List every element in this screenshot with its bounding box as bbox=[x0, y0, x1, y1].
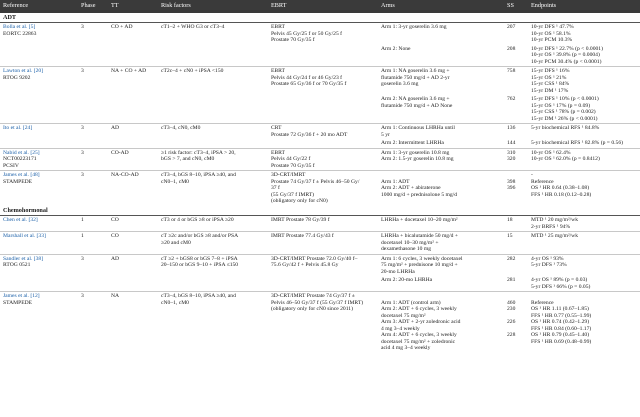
cell-reference bbox=[0, 292, 78, 353]
cell-line: Reference bbox=[531, 299, 554, 306]
cell-line: 207 bbox=[507, 24, 516, 30]
cell-ebrt bbox=[268, 124, 378, 140]
cell-line: cT ≥2 + bGS8 or bGS 7–8 + iPSA bbox=[161, 255, 238, 262]
cell-phase bbox=[78, 139, 108, 148]
cell-tt: CO-AD bbox=[108, 148, 158, 171]
cell-line: 396 bbox=[507, 185, 516, 191]
cell-reference bbox=[0, 67, 78, 96]
cell-line: flutamide 750 mg/d + AD 2-yr bbox=[381, 74, 450, 81]
reference-link[interactable]: Chen et al. [32] bbox=[3, 217, 38, 223]
cell-line: 10-yr DFS ¹ 47.7% bbox=[531, 24, 574, 30]
cell-ss bbox=[504, 23, 528, 45]
cell-line bbox=[507, 345, 525, 352]
cell-line: (obligatory only for cN0 since 2011) bbox=[271, 306, 353, 312]
cell-line: ≥20 and cM0 bbox=[161, 239, 191, 246]
cell-line: cN0–1, cM0 bbox=[161, 299, 189, 306]
cell-line: 10-yr PCM 30.4% (p < 0.0001) bbox=[531, 58, 602, 65]
cell-ss bbox=[504, 95, 528, 124]
cell-line: 5-yr DFS ¹ 66% (p = 0.05) bbox=[531, 283, 591, 290]
cell-line: 10-yr OS ¹ 39.8% (p = 0.0004) bbox=[531, 52, 600, 58]
cell-line: 20-mo LHRHa bbox=[381, 268, 415, 275]
cell-line: Arm 3: ADT + 2-yr zoledronic acid bbox=[381, 319, 461, 325]
cell-line: EBRT bbox=[271, 24, 285, 30]
cell-risk-factors bbox=[158, 148, 268, 171]
cell-line: Arm 2: 20-mo LHRHa bbox=[381, 277, 433, 283]
cell-line: MTD ¹ 20 mg/m²/wk bbox=[531, 217, 579, 223]
cell-risk-factors bbox=[158, 95, 268, 124]
cell-line: EBRT bbox=[271, 68, 285, 74]
cell-ebrt bbox=[268, 254, 378, 276]
cell-tt bbox=[108, 45, 158, 67]
cell-line: OS ¹ HR 0.64 (0.38–1.08) bbox=[531, 185, 590, 191]
reference-link[interactable]: Nabid et al. [25] bbox=[3, 149, 40, 156]
header-phase: Phase bbox=[78, 0, 108, 13]
cell-line: docetaxel 10–30 mg/m² + bbox=[381, 239, 439, 246]
cell-ss bbox=[504, 45, 528, 67]
cell-tt bbox=[108, 95, 158, 124]
table-row bbox=[0, 171, 640, 206]
cell-line: 75.6 Gy/42 f + Pelvis 45.8 Gy bbox=[271, 262, 339, 268]
cell-reference bbox=[0, 23, 78, 45]
cell-line: Reference bbox=[531, 178, 554, 185]
table-row bbox=[0, 67, 640, 96]
cell-ss bbox=[504, 216, 528, 232]
cell-tt: NA bbox=[108, 292, 158, 353]
cell-line: 228 bbox=[507, 332, 516, 338]
cell-line: 18 bbox=[507, 217, 513, 223]
reference-link[interactable]: Sandler et al. [38] bbox=[3, 255, 44, 262]
cell-ss bbox=[504, 292, 528, 353]
cell-risk-factors bbox=[158, 171, 268, 206]
cell-ss bbox=[504, 148, 528, 171]
cell-phase bbox=[78, 276, 108, 292]
cell-line: RTOG 0521 bbox=[3, 262, 31, 268]
cell-line: RTOG 9202 bbox=[3, 74, 31, 81]
cell-line: FFS ¹ HR 0.69 (0.48–0.99) bbox=[531, 338, 592, 345]
cell-line: Arm 1: Continuous LHRHa until bbox=[381, 125, 455, 131]
cell-ss bbox=[504, 171, 528, 206]
cell-ss bbox=[504, 276, 528, 292]
cell-line: 310 bbox=[507, 149, 516, 156]
cell-line: Arm 2: Intermittent LHRHa bbox=[381, 140, 444, 146]
cell-line: Arm 1: 3-yr goserelin 3.6 mg bbox=[381, 24, 447, 30]
cell-risk-factors bbox=[158, 139, 268, 148]
cell-tt bbox=[108, 276, 158, 292]
cell-reference bbox=[0, 232, 78, 255]
cell-line: cT2c–4 + cN0 + iPSA <150 bbox=[161, 68, 224, 74]
cell-tt: CO + AD bbox=[111, 24, 133, 30]
cell-endpoints bbox=[528, 148, 640, 171]
cell-phase: 1 bbox=[78, 232, 108, 255]
cell-line: Arm 2: 1.5-yr goserelin 10.8 mg bbox=[381, 156, 454, 162]
cell-ss bbox=[504, 139, 528, 148]
cell-line: PCSIV bbox=[3, 162, 19, 169]
cell-line: IMRT Prostate 77.4 Gy/43 f bbox=[271, 233, 334, 239]
header-arms: Arms bbox=[378, 0, 504, 13]
cell-reference bbox=[0, 45, 78, 67]
cell-line: 282 bbox=[507, 255, 516, 262]
cell-line: 136 bbox=[507, 125, 516, 131]
cell-ebrt bbox=[268, 95, 378, 124]
cell-arms bbox=[378, 139, 504, 148]
cell-line: 75 mg/m² + prednisone 10 mg/d + bbox=[381, 262, 458, 268]
cell-risk-factors bbox=[158, 292, 268, 353]
cell-line: 144 bbox=[507, 140, 516, 146]
cell-arms bbox=[378, 276, 504, 292]
cell-line: ≥1 risk factor: cT3–4, iPSA > 20, bbox=[161, 149, 236, 156]
cell-line: Prostate 72 Gy/36 f + 20 mo ADT bbox=[271, 131, 348, 138]
reference-link[interactable]: Bolla et al. [5] bbox=[3, 24, 36, 30]
cell-line: 37 f bbox=[271, 185, 280, 191]
cell-line: FFS ¹ HR 0.18 (0.12–0.28) bbox=[531, 191, 592, 198]
table-row bbox=[0, 23, 640, 45]
cell-ebrt bbox=[268, 171, 378, 206]
cell-line: Prostate 74 Gy/37 f ± Pelvis 46–50 Gy/ bbox=[271, 178, 360, 185]
cell-ebrt bbox=[268, 67, 378, 96]
cell-ebrt bbox=[268, 139, 378, 148]
cell-line: 281 bbox=[507, 277, 516, 283]
cell-reference bbox=[0, 276, 78, 292]
cell-risk-factors bbox=[158, 254, 268, 276]
cell-line: EBRT bbox=[271, 149, 285, 156]
cell-endpoints bbox=[528, 95, 640, 124]
cell-line: 1000 mg/d + prednisolone 5 mg/d bbox=[381, 191, 458, 198]
cell-line: 15-yr DM ¹ 26% (p < 0.0001) bbox=[531, 115, 598, 122]
cell-tt: AD bbox=[108, 254, 158, 276]
table-row bbox=[0, 148, 640, 171]
table-row bbox=[0, 95, 640, 124]
cell-tt: NA + CO + AD bbox=[108, 67, 158, 96]
cell-endpoints bbox=[528, 276, 640, 292]
cell-tt: AD bbox=[108, 124, 158, 140]
cell-arms bbox=[378, 171, 504, 206]
cell-line: 4 mg 3–4 weekly bbox=[381, 325, 420, 332]
cell-line: - bbox=[531, 172, 533, 178]
cell-line: STAMPEDE bbox=[3, 178, 33, 185]
cell-risk-factors bbox=[158, 23, 268, 45]
cell-tt: CO bbox=[111, 217, 119, 223]
cell-arms bbox=[378, 124, 504, 140]
cell-reference bbox=[0, 148, 78, 171]
header-row bbox=[0, 0, 640, 13]
cell-line: LHRHa + bicalutamide 50 mg/d + bbox=[381, 233, 458, 239]
table-row bbox=[0, 232, 640, 255]
cell-line: 3D-CRT/IMRT Prostate 74 Gy/37 f ± bbox=[271, 293, 355, 299]
cell-ebrt bbox=[268, 232, 378, 255]
cell-reference bbox=[0, 254, 78, 276]
cell-phase bbox=[78, 95, 108, 124]
cell-endpoints bbox=[528, 232, 640, 255]
cell-line: EORTC 22863 bbox=[3, 30, 37, 37]
reference-link[interactable]: James et al. [12] bbox=[3, 293, 40, 299]
cell-line: 10-yr OS ¹ 62.0% (p = 0.8412) bbox=[531, 156, 600, 162]
header-tt: TT bbox=[108, 0, 158, 13]
cell-line: OS ¹ HR 1.11 (0.67–1.85) bbox=[531, 306, 589, 312]
cell-line: 762 bbox=[507, 96, 516, 102]
cell-arms bbox=[378, 95, 504, 124]
cell-tt: CO bbox=[108, 232, 158, 255]
cell-risk-factors bbox=[158, 124, 268, 140]
cell-line: 460 bbox=[507, 299, 516, 306]
cell-line: 10-yr OS ¹ 58.1% bbox=[531, 30, 571, 37]
cell-endpoints bbox=[528, 139, 640, 148]
cell-risk-factors bbox=[158, 45, 268, 67]
cell-line: 10-yr OS ¹ 62.4% bbox=[531, 149, 571, 156]
cell-line: STAMPEDE bbox=[3, 299, 33, 306]
cell-tt bbox=[108, 139, 158, 148]
cell-line: cN0–1, cM0 bbox=[161, 178, 189, 185]
cell-line: Arm 2: ADT + 6 cycles, 3 weekly bbox=[381, 306, 457, 312]
cell-ebrt bbox=[268, 276, 378, 292]
header-risk-factors: Risk factors bbox=[158, 0, 268, 13]
cell-line: Pelvis 44 Gy/22 f bbox=[271, 156, 311, 162]
cell-phase: 3 bbox=[78, 67, 108, 96]
cell-line: 398 bbox=[507, 178, 516, 185]
cell-line: CRT bbox=[271, 125, 282, 131]
cell-arms bbox=[378, 292, 504, 353]
cell-line: cT3–4, bGS 8–10, iPSA ≥40, and bbox=[161, 172, 236, 178]
cell-line: IMRT Prostate 78 Gy/39 f bbox=[271, 217, 330, 223]
cell-ebrt bbox=[268, 216, 378, 232]
section-title: ADT bbox=[0, 13, 640, 23]
cell-risk-factors bbox=[158, 216, 268, 232]
cell-line: 208 bbox=[507, 45, 516, 52]
cell-line: 10-yr PCM 10.3% bbox=[531, 37, 573, 43]
cell-line: 15-yr DFS ¹ 16% bbox=[531, 68, 570, 74]
cell-phase: 3 bbox=[78, 171, 108, 206]
table-body bbox=[0, 13, 640, 353]
table-row bbox=[0, 139, 640, 148]
cell-line: bGS > 7, and cN0, cM0 bbox=[161, 156, 215, 162]
cell-phase: 3 bbox=[78, 254, 108, 276]
cell-line: goserelin 3.6 mg bbox=[381, 81, 419, 87]
cell-arms bbox=[378, 216, 504, 232]
cell-phase: 3 bbox=[78, 148, 108, 171]
cell-line: Arm 2: NA goserelin 3.6 mg + bbox=[381, 96, 450, 102]
cell-tt: NA-CO-AD bbox=[108, 171, 158, 206]
cell-endpoints bbox=[528, 171, 640, 206]
cell-line: Pelvis 45 Gy/25 f or 50 Gy/25 f bbox=[271, 30, 343, 37]
cell-line: Pelvis 46–50 Gy/37 f (55 Gy/37 f IMRT) bbox=[271, 299, 364, 306]
cell-line: Arm 1: NA goserelin 3.6 mg + bbox=[381, 68, 450, 74]
cell-line: 5-yr biochemical RFS ¹ 84.8% bbox=[531, 125, 600, 131]
table-row bbox=[0, 292, 640, 353]
section-header-row bbox=[0, 206, 640, 216]
cell-reference bbox=[0, 95, 78, 124]
cell-line: 4-yr OS ¹ 89% (p = 0.03) bbox=[531, 277, 588, 283]
cell-line: Arm 1: 6 cycles, 3 weekly docetaxel bbox=[381, 255, 463, 262]
cell-line: MTD ¹ 25 mg/m²/wk bbox=[531, 233, 579, 239]
cell-ss bbox=[504, 124, 528, 140]
cell-line: (obligatory only for cN0) bbox=[271, 198, 328, 204]
cell-endpoints bbox=[528, 23, 640, 45]
cell-line: cT1–2 + WHO G3 or cT3–4 bbox=[161, 24, 225, 30]
cell-risk-factors bbox=[158, 232, 268, 255]
reference-link[interactable]: James et al. [48] bbox=[3, 172, 40, 178]
cell-line: 5-yr DFS ¹ 73% bbox=[531, 262, 567, 268]
cell-phase bbox=[78, 45, 108, 67]
table-row bbox=[0, 216, 640, 232]
cell-ss bbox=[504, 67, 528, 96]
cell-line: 3D-CRT/IMRT bbox=[271, 172, 306, 178]
cell-line: Arm 1: 3-yr goserelin 10.8 mg bbox=[381, 149, 450, 156]
cell-line: Arm 2: ADT + abiraterone bbox=[381, 185, 441, 191]
cell-ebrt bbox=[268, 148, 378, 171]
cell-line: Prostate 70 Gy/35 f bbox=[271, 37, 315, 43]
cell-arms bbox=[378, 23, 504, 45]
cell-line: 226 bbox=[507, 319, 516, 325]
cell-line: 15-yr CSS ¹ 78% (p = 0.002) bbox=[531, 109, 596, 115]
cell-line: Prostate 70 Gy/35 f bbox=[271, 162, 315, 169]
reference-link[interactable]: Lawton et al. [20] bbox=[3, 68, 44, 74]
cell-line: cT3–4, cN0, cM0 bbox=[161, 125, 201, 131]
cell-reference bbox=[0, 171, 78, 206]
cell-arms bbox=[378, 45, 504, 67]
cell-line: Pelvis 44 Gy/24 f or 46 Gy/23 f bbox=[271, 74, 343, 81]
cell-phase: 3 bbox=[78, 124, 108, 140]
cell-risk-factors bbox=[158, 276, 268, 292]
cell-ss bbox=[504, 254, 528, 276]
cell-line: 15-yr DFS ¹ 10% (p < 0.0001) bbox=[531, 96, 599, 102]
cell-line: Arm 1: ADT (control arm) bbox=[381, 299, 441, 306]
cell-line: 4-yr OS ¹ 93% bbox=[531, 255, 564, 262]
reference-link[interactable]: Marshall et al. [33] bbox=[3, 233, 46, 239]
cell-line: 320 bbox=[507, 156, 516, 162]
cell-line: 10-yr DFS ¹ 22.7% (p < 0.0001) bbox=[531, 45, 603, 52]
cell-line: 5 yr bbox=[381, 131, 390, 138]
cell-ebrt bbox=[268, 45, 378, 67]
cell-phase: 1 bbox=[81, 217, 84, 223]
cell-endpoints bbox=[528, 124, 640, 140]
cell-line: Arm 1: ADT bbox=[381, 178, 410, 185]
header-ss: SS bbox=[504, 0, 528, 13]
table-row bbox=[0, 254, 640, 276]
cell-line: acid 4 mg 3–4 weekly bbox=[381, 345, 431, 351]
cell-ss bbox=[504, 232, 528, 255]
cell-line: NCT00223171 bbox=[3, 156, 37, 162]
table-row bbox=[0, 124, 640, 140]
cell-line: cT3 or 4 or bGS ≥8 or iPSA ≥20 bbox=[161, 217, 234, 223]
cell-line: 15-yr OS ¹ 17% (p = 0.09) bbox=[531, 102, 591, 109]
cell-line: 20–150 or bGS 9–10 + iPSA ≤150 bbox=[161, 262, 239, 268]
section-title: Chemohormonal bbox=[0, 206, 640, 216]
cell-reference bbox=[0, 139, 78, 148]
cell-line: docetaxel 75 mg/m² + zoledronic bbox=[381, 338, 456, 345]
cell-line: docetaxel 75 mg/m² bbox=[381, 312, 426, 319]
cell-endpoints bbox=[528, 292, 640, 353]
cell-line: Arm 2: None bbox=[381, 45, 411, 52]
cell-line: LHRHa + docetaxel 10–20 mg/m² bbox=[381, 217, 458, 223]
header-reference: Reference bbox=[0, 0, 78, 13]
table-row bbox=[0, 45, 640, 67]
cell-line: 2-yr BRFS ¹ 94% bbox=[531, 223, 571, 230]
cell-line: 15 bbox=[507, 233, 513, 239]
header-ebrt: EBRT bbox=[268, 0, 378, 13]
header-endpoints: Endpoints bbox=[528, 0, 640, 13]
cell-line: FFS ¹ HR 0.77 (0.55–1.99) bbox=[531, 312, 592, 319]
cell-arms bbox=[378, 232, 504, 255]
cell-endpoints bbox=[528, 216, 640, 232]
cell-endpoints bbox=[528, 45, 640, 67]
cell-risk-factors bbox=[158, 67, 268, 96]
cell-reference bbox=[0, 216, 78, 232]
cell-arms bbox=[378, 254, 504, 276]
cell-line: 15-yr DM ¹ 17% bbox=[531, 87, 569, 94]
cell-line: 3D-CRT/IMRT Prostate 72.0 Gy/40 f– bbox=[271, 255, 358, 262]
cell-reference bbox=[0, 124, 78, 140]
cell-line: cT ≥2c and/or bGS ≥8 and/or PSA bbox=[161, 233, 239, 239]
cell-phase: 3 bbox=[78, 292, 108, 353]
reference-link[interactable]: Ito et al. [24] bbox=[3, 125, 33, 131]
cell-line: (55 Gy/37 f IMRT) bbox=[271, 191, 315, 198]
section-header-row bbox=[0, 13, 640, 23]
cell-line: 5-yr biochemical RFS ¹ 82.8% (p = 0.56) bbox=[531, 140, 623, 146]
cell-line: FFS ¹ HR 0.84 (0.60–1.17) bbox=[531, 325, 592, 332]
cell-endpoints bbox=[528, 254, 640, 276]
cell-line: OS ¹ HR 0.79 (0.45–1.40) bbox=[531, 332, 590, 338]
cell-line: Arm 4: ADT + 6 cycles, 3 weekly bbox=[381, 332, 457, 338]
cell-ebrt bbox=[268, 292, 378, 353]
cell-line: 15-yr OS ¹ 21% bbox=[531, 74, 567, 81]
cell-phase: 3 bbox=[81, 24, 84, 30]
cell-arms bbox=[378, 67, 504, 96]
table-row bbox=[0, 276, 640, 292]
cell-line: Prostate 65 Gy/36 f or 70 Gy/35 f bbox=[271, 81, 347, 87]
cell-line: OS ¹ HR 0.74 (0.42–1.29) bbox=[531, 319, 590, 325]
cell-endpoints bbox=[528, 67, 640, 96]
cell-line: 230 bbox=[507, 306, 516, 312]
cell-line: cT3–4, bGS 8–10, iPSA ≥40, and bbox=[161, 293, 236, 299]
cell-line: flutamide 750 mg/d + AD None bbox=[381, 102, 453, 109]
cell-line: 15-yr CSS ¹ 84% bbox=[531, 81, 570, 87]
cell-line: 758 bbox=[507, 68, 516, 74]
cell-arms bbox=[378, 148, 504, 171]
cell-ebrt bbox=[268, 23, 378, 45]
cell-line: dexamethasone 10 mg bbox=[381, 246, 432, 252]
